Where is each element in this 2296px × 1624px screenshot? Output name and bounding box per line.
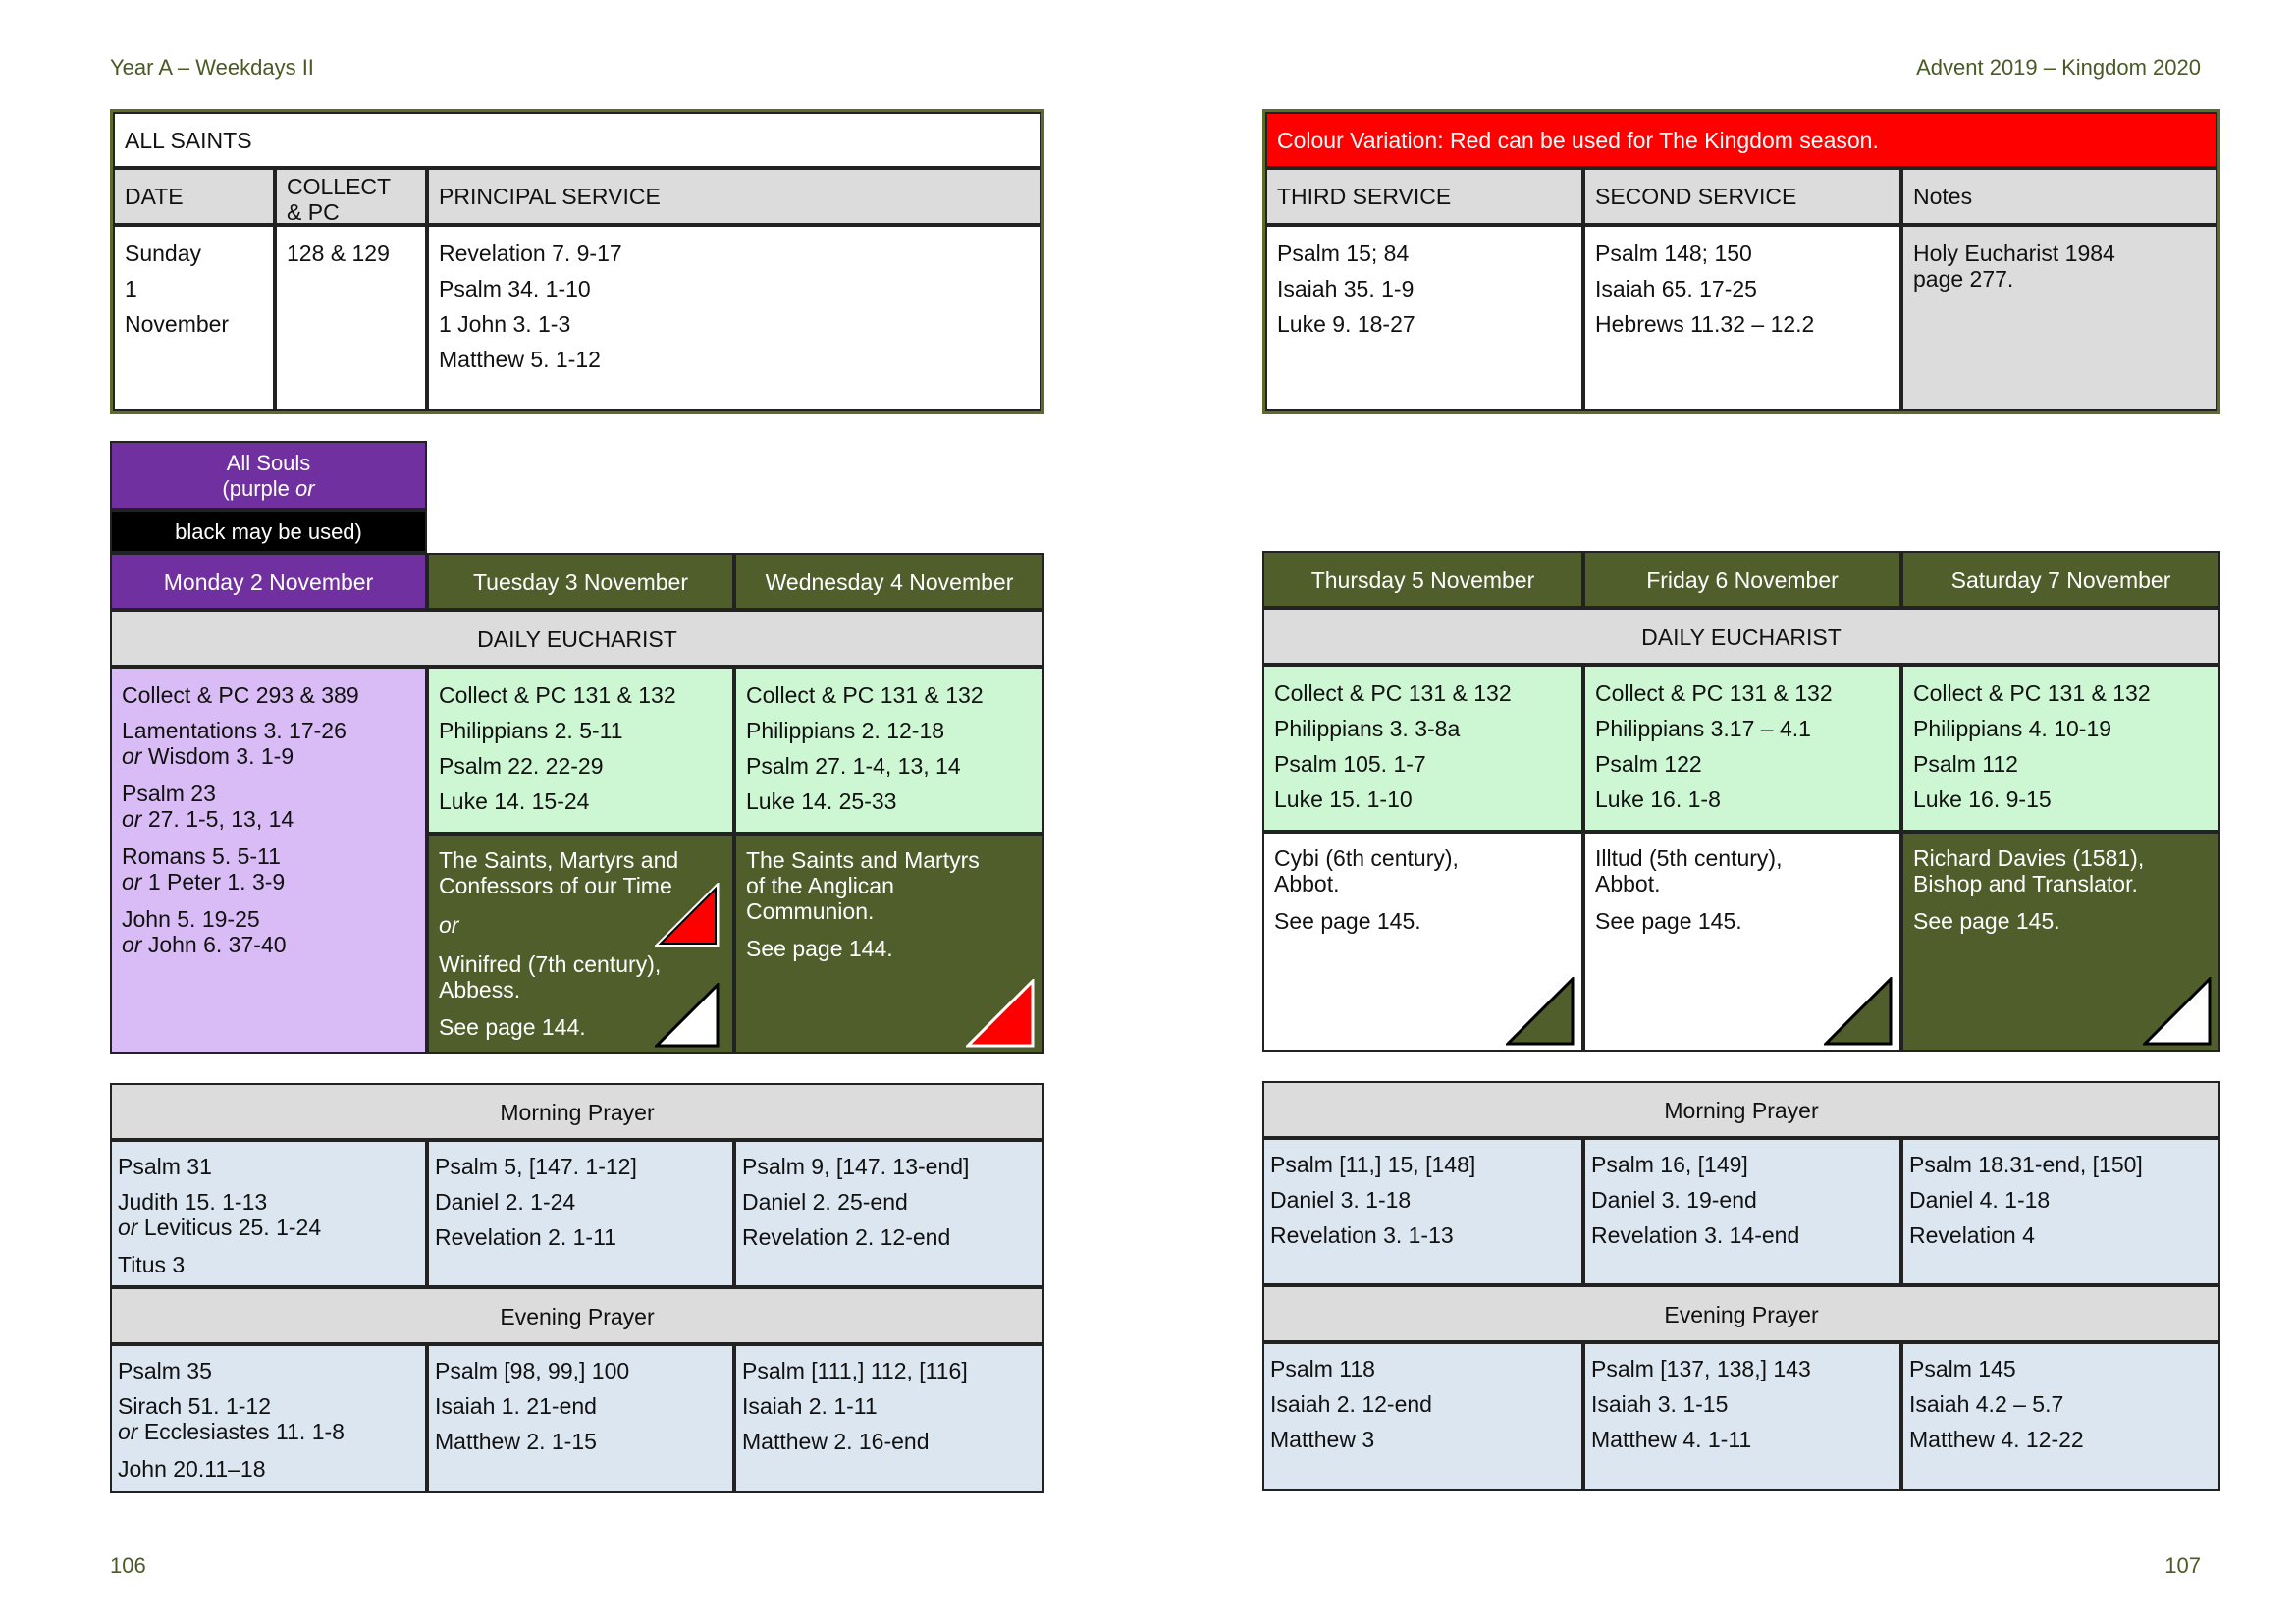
second-service-cell [1583,225,1901,411]
day-label: Tuesday 3 November [472,569,689,595]
reading-line: Psalm 27. 1-4, 13, 14 [746,753,961,779]
daily-eucharist-label: DAILY EUCHARIST [477,626,677,652]
saint-line: The Saints, Martyrs and [439,847,679,873]
reading-line: Isaiah 35. 1-9 [1277,276,1415,301]
all-saints-title [113,112,1041,168]
saint-line: Abbot. [1274,871,1340,896]
saint-line: Winifred (7th century), [439,951,662,977]
or-label: or [122,932,142,957]
saturday-eucharist-cell [1901,665,2220,832]
evening-prayer-label: Evening Prayer [1664,1302,1819,1327]
see-page-text: See page 144. [439,1014,586,1040]
friday-ep-cell [1583,1342,1901,1491]
day-header-friday [1583,551,1901,608]
day-label: Saturday 7 November [1950,568,2171,593]
tuesday-saint-cell [427,834,734,1054]
thursday-saint-cell [1262,832,1583,1052]
reading-line: John 5. 19-25 [122,906,260,932]
or-label: or [122,806,142,832]
reading-line: 27. 1-5, 13, 14 [147,806,294,832]
collect-line: Collect & PC 131 & 132 [1274,680,1512,706]
reading-line: Revelation 7. 9-17 [439,241,622,266]
saint-line: The Saints and Martyrs [746,847,980,873]
or-label: or [118,1419,138,1444]
col-collect-label-1: COLLECT [287,174,392,199]
reading-line: Daniel 3. 19-end [1591,1187,1757,1213]
friday-eucharist-cell [1583,665,1901,832]
saint-line: Abbess. [439,977,521,1002]
all-saints-date [113,225,275,411]
reading-line: Matthew 3 [1270,1427,1375,1452]
running-header-right: Advent 2019 – Kingdom 2020 [1916,55,2201,80]
reading-line: Daniel 4. 1-18 [1909,1187,2051,1213]
morning-prayer-label: Morning Prayer [500,1100,655,1125]
reading-line: Luke 16. 9-15 [1913,786,2052,812]
reading-line: Daniel 2. 1-24 [435,1189,576,1215]
saint-line: Illtud (5th century), [1595,845,1783,871]
reading-line: Psalm 16, [149] [1591,1152,1748,1177]
reading-line: 1 John 3. 1-3 [439,311,571,337]
reading-line: Titus 3 [118,1252,186,1277]
reading-line: Luke 9. 18-27 [1277,311,1415,337]
reading-line: Psalm [11,] 15, [148] [1270,1152,1476,1177]
tuesday-mp-cell [427,1140,734,1287]
reading-line: Daniel 3. 1-18 [1270,1187,1412,1213]
reading-line: Psalm [111,] 112, [116] [742,1358,968,1383]
reading-line: Philippians 4. 10-19 [1913,716,2112,741]
all-souls-black-note [110,510,427,553]
reading-line: Isaiah 65. 17-25 [1595,276,1757,301]
reading-line: Philippians 3. 3-8a [1274,716,1461,741]
third-service-cell [1265,225,1583,411]
day-label: Monday 2 November [163,569,374,595]
all-saints-title-text: ALL SAINTS [125,128,252,153]
reading-line: Psalm 148; 150 [1595,241,1752,266]
reading-line: Revelation 2. 12-end [742,1224,951,1250]
col-principal-header [427,168,1041,225]
wednesday-eucharist-cell [734,667,1044,834]
reading-line: Matthew 2. 1-15 [435,1429,597,1454]
or-label: or [122,869,142,894]
tuesday-ep-cell [427,1344,734,1493]
thursday-eucharist-cell [1262,665,1583,832]
reading-line: Wisdom 3. 1-9 [147,743,294,769]
day-header-tuesday [427,553,734,610]
colour-variation-banner [1265,112,2217,168]
see-page-text: See page 145. [1595,908,1742,934]
collect-line: Collect & PC 293 & 389 [122,682,359,708]
or-label: or [118,1215,138,1240]
saint-line: Communion. [746,898,875,924]
collect-line: Collect & PC 131 & 132 [1595,680,1833,706]
all-souls-badge [110,441,427,510]
reading-line: Psalm 5, [147. 1-12] [435,1154,637,1179]
saint-line: Confessors of our Time [439,873,672,898]
morning-prayer-label: Morning Prayer [1664,1098,1819,1123]
reading-line: Luke 16. 1-8 [1595,786,1721,812]
reading-line: Ecclesiastes 11. 1-8 [143,1419,345,1444]
reading-line: Revelation 3. 14-end [1591,1222,1800,1248]
reading-line: Revelation 3. 1-13 [1270,1222,1454,1248]
running-header-left: Year A – Weekdays II [110,55,314,80]
reading-line: 1 Peter 1. 3-9 [147,869,286,894]
saint-line: Bishop and Translator. [1913,871,2138,896]
reading-line: John 6. 37-40 [147,932,287,957]
reading-line: Psalm 112 [1913,751,2018,777]
reading-line: Psalm [98, 99,] 100 [435,1358,630,1383]
reading-line: Romans 5. 5-11 [122,843,281,869]
reading-line: Isaiah 2. 12-end [1270,1391,1432,1417]
reading-line: Judith 15. 1-13 [118,1189,268,1215]
reading-line: Psalm 22. 22-29 [439,753,604,779]
daily-eucharist-header-left [110,610,1044,667]
reading-line: Psalm 122 [1595,751,1702,777]
reading-line: Lamentations 3. 17-26 [122,718,347,743]
day-label: Friday 6 November [1646,568,1839,593]
or-label: or [122,743,142,769]
all-souls-subtitle: (purple [222,476,290,501]
morning-prayer-header-right [1262,1081,2220,1138]
reading-line: Isaiah 2. 1-11 [742,1393,878,1419]
col-date-header [113,168,275,225]
red-colour-triangle-icon [966,979,1035,1048]
reading-line: Revelation 4 [1909,1222,2035,1248]
red-colour-triangle-icon [655,883,720,947]
date-line: 1 [125,276,137,301]
saint-line: Abbot. [1595,871,1661,896]
day-header-saturday [1901,551,2220,608]
white-colour-triangle-icon [2143,977,2212,1046]
colour-variation-text: Colour Variation: Red can be used for The Kingdom season. [1277,128,1879,153]
reading-line: Psalm 9, [147. 13-end] [742,1154,970,1179]
col-principal-label: PRINCIPAL SERVICE [439,184,661,209]
saturday-mp-cell [1901,1138,2220,1285]
friday-mp-cell [1583,1138,1901,1285]
white-colour-triangle-icon [655,983,720,1048]
evening-prayer-header-right [1262,1285,2220,1342]
collect-line: Collect & PC 131 & 132 [1913,680,2151,706]
page-number-left: 106 [110,1553,146,1578]
green-colour-triangle-icon [1824,977,1893,1046]
reading-line: Psalm [137, 138,] 143 [1591,1356,1811,1381]
col-collect-label-2: & PC [287,199,340,225]
reading-line: Isaiah 1. 21-end [435,1393,597,1419]
reading-line: Luke 14. 25-33 [746,788,897,814]
saturday-saint-cell [1901,832,2220,1052]
date-line: Sunday [125,241,202,266]
day-header-monday [110,553,427,610]
collect-line: Collect & PC 131 & 132 [439,682,676,708]
col-notes-header [1901,168,2217,225]
reading-line: Matthew 4. 1-11 [1591,1427,1752,1452]
reading-line: Matthew 2. 16-end [742,1429,930,1454]
morning-prayer-header-left [110,1083,1044,1140]
daily-eucharist-label: DAILY EUCHARIST [1641,624,1842,650]
day-label: Thursday 5 November [1310,568,1535,593]
reading-line: Psalm 145 [1909,1356,2016,1381]
date-line: November [125,311,230,337]
reading-line: Philippians 2. 5-11 [439,718,623,743]
collect-line: Collect & PC 131 & 132 [746,682,984,708]
all-souls-black-text: black may be used) [175,519,362,544]
wednesday-ep-cell [734,1344,1044,1493]
col-third-header [1265,168,1583,225]
col-collect-header [275,168,427,225]
col-second-label: SECOND SERVICE [1595,184,1797,209]
friday-saint-cell [1583,832,1901,1052]
collect-value: 128 & 129 [287,241,390,266]
reading-line: Sirach 51. 1-12 [118,1393,271,1419]
day-header-thursday [1262,551,1583,608]
reading-line: Psalm 31 [118,1154,212,1179]
reading-line: Luke 15. 1-10 [1274,786,1413,812]
saint-line: Richard Davies (1581), [1913,845,2145,871]
reading-line: Philippians 3.17 – 4.1 [1595,716,1811,741]
monday-mp-cell [110,1140,427,1287]
reading-line: Philippians 2. 12-18 [746,718,945,743]
reading-line: Psalm 105. 1-7 [1274,751,1426,777]
day-label: Wednesday 4 November [765,569,1014,595]
reading-line: Daniel 2. 25-end [742,1189,908,1215]
thursday-ep-cell [1262,1342,1583,1491]
wednesday-mp-cell [734,1140,1044,1287]
reading-line: Isaiah 3. 1-15 [1591,1391,1729,1417]
see-page-text: See page 145. [1274,908,1421,934]
page-number-right: 107 [2164,1553,2201,1578]
or-label: or [439,912,459,938]
reading-line: Psalm 35 [118,1358,212,1383]
notes-cell [1901,225,2217,411]
reading-line: John 20.11–18 [118,1456,266,1482]
reading-line: Psalm 118 [1270,1356,1375,1381]
evening-prayer-header-left [110,1287,1044,1344]
notes-line: Holy Eucharist 1984 [1913,241,2115,266]
reading-line: Psalm 15; 84 [1277,241,1410,266]
reading-line: Matthew 4. 12-22 [1909,1427,2084,1452]
monday-ep-cell [110,1344,427,1493]
evening-prayer-label: Evening Prayer [500,1304,655,1329]
see-page-text: See page 145. [1913,908,2060,934]
reading-line: Luke 14. 15-24 [439,788,590,814]
reading-line: Hebrews 11.32 – 12.2 [1595,311,1815,337]
reading-line: Psalm 34. 1-10 [439,276,591,301]
reading-line: Isaiah 4.2 – 5.7 [1909,1391,2064,1417]
daily-eucharist-header-right [1262,608,2220,665]
saint-line: of the Anglican [746,873,894,898]
col-second-header [1583,168,1901,225]
reading-line: Revelation 2. 1-11 [435,1224,616,1250]
col-third-label: THIRD SERVICE [1277,184,1452,209]
col-notes-label: Notes [1913,184,1973,209]
col-date-label: DATE [125,184,184,209]
monday-eucharist-cell [110,667,427,1054]
saturday-ep-cell [1901,1342,2220,1491]
saint-line: Cybi (6th century), [1274,845,1459,871]
all-souls-title: All Souls [226,451,311,475]
day-header-wednesday [734,553,1044,610]
reading-line: Leviticus 25. 1-24 [143,1215,322,1240]
all-saints-collect [275,225,427,411]
all-saints-principal [427,225,1041,411]
reading-line: Psalm 18.31-end, [150] [1909,1152,2143,1177]
see-page-text: See page 144. [746,936,893,961]
thursday-mp-cell [1262,1138,1583,1285]
wednesday-saint-cell [734,834,1044,1054]
all-souls-or: or [295,476,315,501]
notes-line: page 277. [1913,266,2014,292]
tuesday-eucharist-cell [427,667,734,834]
reading-line: Matthew 5. 1-12 [439,347,601,372]
green-colour-triangle-icon [1506,977,1575,1046]
reading-line: Psalm 23 [122,781,216,806]
